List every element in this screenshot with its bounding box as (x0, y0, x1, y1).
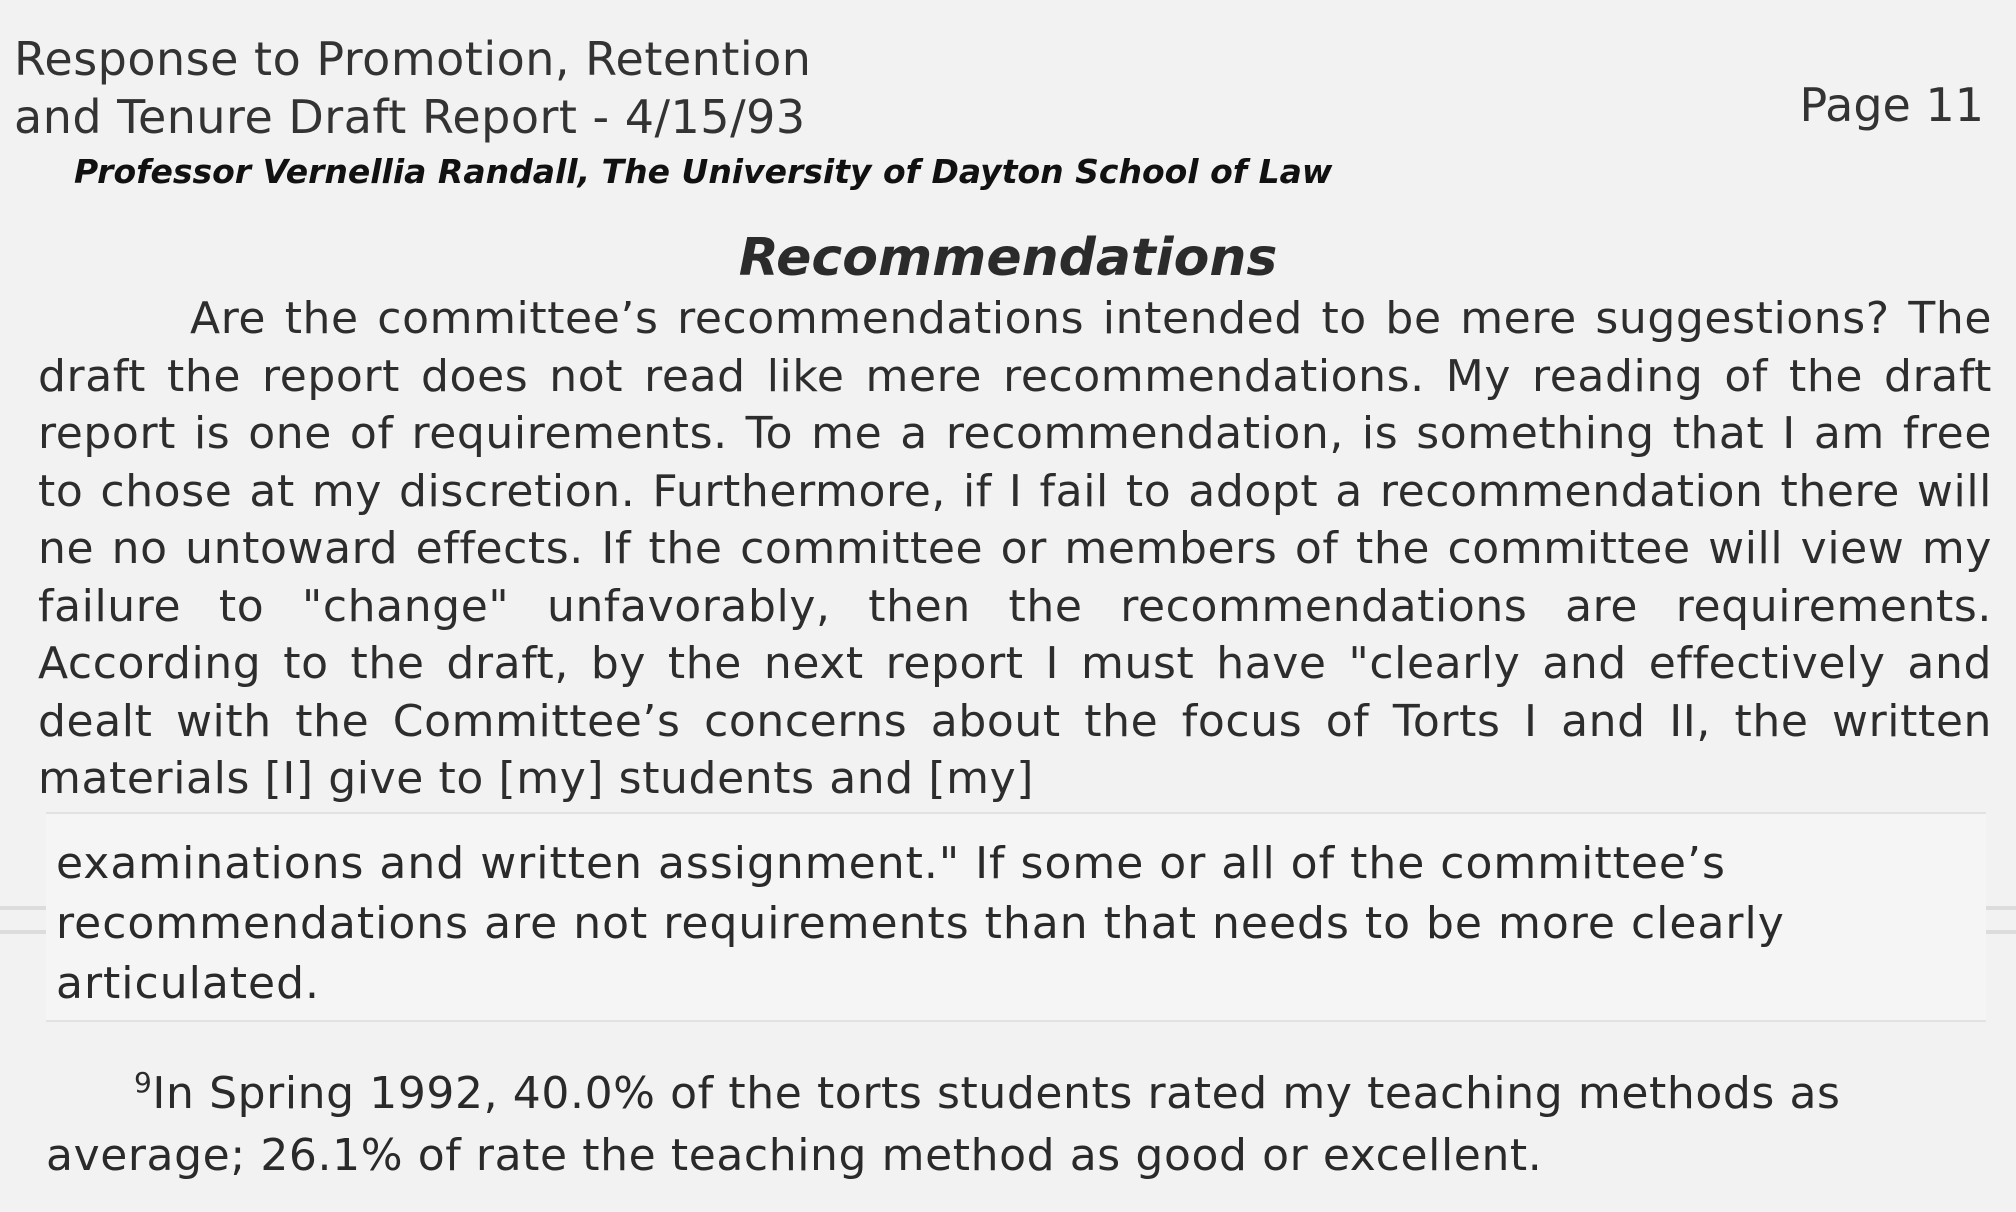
continuation-text: examinations and written assignment." If some or all of the committee’s recommendations are not requirements than that needs to be more clearly articulated. (56, 838, 1785, 1009)
section-heading: Recommendations (738, 228, 1278, 288)
report-title (14, 30, 811, 146)
footnote (46, 1052, 1956, 1187)
body-paragraph (38, 290, 1992, 808)
continuation-block (46, 812, 1986, 1022)
footnote-marker: 9 (134, 1066, 153, 1099)
report-title-line-1: Response to Promotion, Retention (14, 32, 812, 86)
body-paragraph-text: Are the committee’s recommendations intended to be mere suggestions? The draft the report does not read like mere recommendations. My reading of the draft report is one of requirements. To me a recommendation, is something that I am free to chose at my discretion. Furthermore, if I fail to adopt a recommendation there will ne no untoward effects. If the committee or members of the committee will view my failure to "change" unfavorably, then the recommendations are requirements. According to the draft, by the next report I must have "clearly and effectively and dealt with the Committee’s concerns about the focus of Torts I and II, the written materials [I] give to [my] students and [my] (38, 293, 1992, 804)
page-number: Page 11 (1799, 78, 1984, 132)
report-title-line-2: and Tenure Draft Report - 4/15/93 (14, 90, 806, 144)
footnote-text: In Spring 1992, 40.0% of the torts students rated my teaching methods as average; 26.1% of rate the teaching method as good or excellent. (46, 1068, 1841, 1181)
author-byline: Professor Vernellia Randall, The University of Dayton School of Law (74, 152, 1333, 191)
